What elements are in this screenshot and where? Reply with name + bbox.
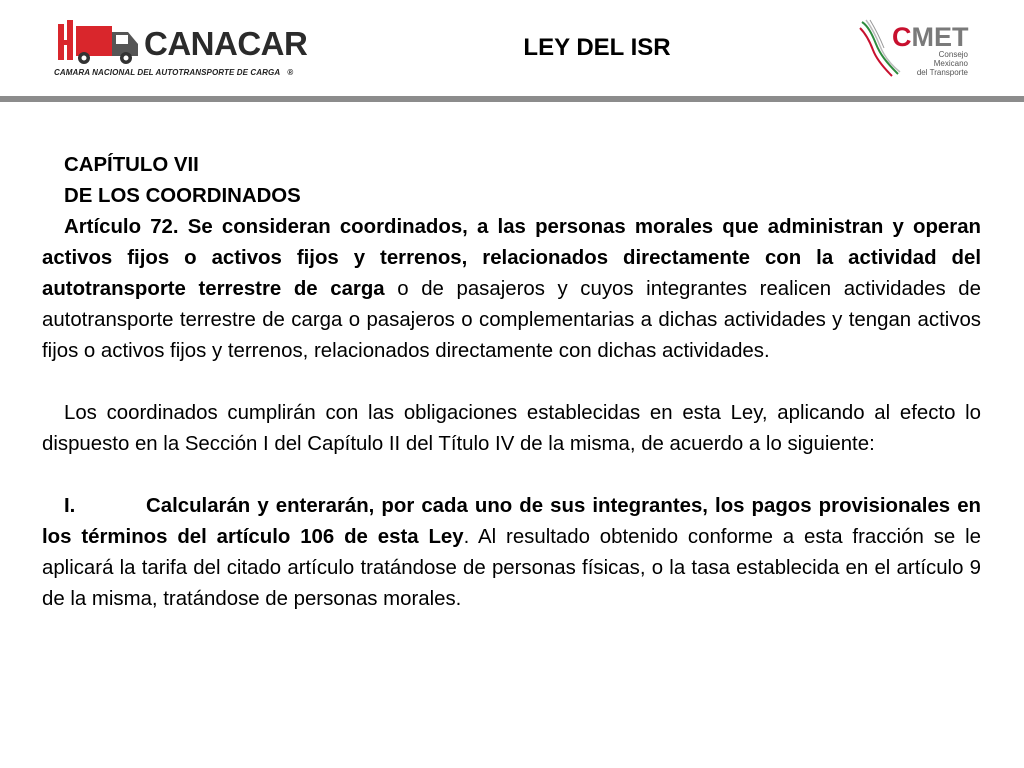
canacar-wordmark: CANACAR	[144, 25, 308, 62]
fraction-bold-text: Calcularán y enterarán, por cada uno de sus integrantes, los pagos provisionales en los términos del artículo 106 de esta Ley	[42, 495, 981, 548]
article-bold-text: Artículo 72. Se consideran coordinados, a las personas morales que administran y operan activos fijos o activos fijos y terrenos, relacionados directamente con la actividad del autotransporte terrestre de carga	[42, 216, 981, 300]
fraction-text: . Al resultado obtenido conforme a esta fracción se le aplicará la tarifa del citado artículo tratándose de personas físicas, o la tasa establecida en el artículo 9 de la misma, tratándose de personas morales.	[42, 526, 981, 610]
cmet-wordmark: CMET	[892, 22, 969, 52]
article-text: o de pasajeros y cuyos integrantes realicen actividades de autotransporte terrestre de carga o pasajeros o complementarias a dichas actividades y tengan activos fijos o activos fijos y terrenos, relacionados directamente con dichas actividades.	[42, 278, 981, 362]
cmet-logo	[858, 18, 980, 82]
fraction-i	[42, 491, 981, 615]
paragraph-obligations: Los coordinados cumplirán con las obligaciones establecidas en esta Ley, aplicando al efecto lo dispuesto en la Sección I del Capítulo II del Título IV de la misma, de acuerdo a lo siguiente:	[42, 402, 981, 455]
chapter-title: DE LOS COORDINADOS	[64, 185, 301, 207]
fraction-number: I.	[64, 495, 76, 517]
article-paragraph	[42, 212, 981, 367]
header-divider	[0, 96, 1024, 102]
cmet-subtitle: Consejo Mexicano del Transporte	[916, 50, 968, 77]
page-title: LEY DEL ISR	[523, 34, 671, 61]
canacar-subtitle: CAMARA NACIONAL DEL AUTOTRANSPORTE DE CARGA ®	[54, 68, 294, 77]
document-body	[42, 150, 981, 615]
chapter-number: CAPÍTULO VII	[64, 154, 199, 176]
